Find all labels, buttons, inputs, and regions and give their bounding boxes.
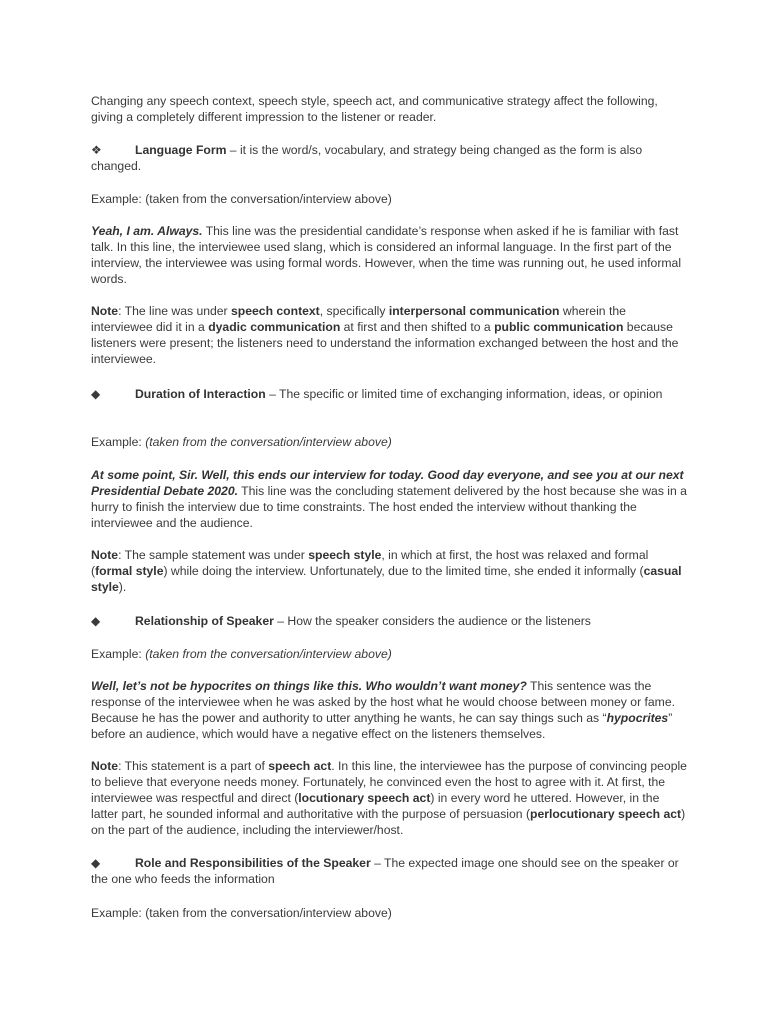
example-quote: Yeah, I am. Always. bbox=[91, 224, 203, 238]
section-title: Duration of Interaction bbox=[135, 387, 266, 401]
diamond-bullet-icon: ❖ bbox=[91, 143, 102, 157]
note-paragraph: Note: The line was under speech context, specifically interpersonal communication wherein the interviewee did it in a dyadic communication at first and then shifted to a public communication because listeners were present; the listeners need to understand the information exchanged between the host and the interviewee. bbox=[91, 304, 679, 366]
example-analysis: This line was the presidential candidate’s response when asked if he is familiar with fast talk. In this line, the interviewee used slang, which is considered an informal language. In the first part of the interview, the interviewee was using formal words. However, when the time was running out, he used informal words. bbox=[91, 224, 682, 286]
note-paragraph: Note: This statement is a part of speech act. In this line, the interviewee has the purpose of convincing people to believe that everyone needs money. Fortunately, he convinced even the host to agree with it. At first, the interviewee was respectful and direct (locutionary speech act) in every word he uttered. However, in the latter part, he sounded informal and authoritative with the purpose of persuasion (perlocutionary speech act) on the part of the audience, including the interviewer/host. bbox=[91, 759, 687, 837]
section-title: Relationship of Speaker bbox=[135, 614, 274, 628]
example-paragraph bbox=[91, 223, 687, 287]
example-analysis: This line was the concluding statement delivered by the host because she was in a hurry to finish the interview due to time constraints. The host ended the interview without thanking the interviewee and the audience. bbox=[91, 484, 687, 530]
section-definition: – it is the word/s, vocabulary, and strategy being changed as the form is also changed. bbox=[91, 143, 643, 173]
section-heading-language-form bbox=[91, 142, 687, 174]
emphasized-word: hypocrites bbox=[606, 711, 669, 725]
example-line: Example: (taken from the conversation/interview above) bbox=[91, 906, 392, 920]
section-title: Language Form bbox=[135, 143, 227, 157]
example-paragraph: Well, let’s not be hypocrites on things like this. Who wouldn’t want money? This sentence was the response of the interviewee when he was asked by the host what he would choose between money or fame. Because he has the power and authority to utter anything he wants, he can say things such as “hypocrites” before an audience, which would have a negative effect on the listeners themselves. bbox=[91, 679, 675, 741]
example-paragraph bbox=[91, 467, 687, 531]
intro-paragraph: Changing any speech context, speech style, speech act, and communicative strategy affect the following, giving a completely different impression to the listener or reader. bbox=[91, 94, 658, 124]
example-line: Example: (taken from the conversation/interview above) bbox=[91, 647, 392, 661]
note-paragraph: Note: The sample statement was under speech style, in which at first, the host was relaxed and formal (formal style) while doing the interview. Unfortunately, due to the limited time, she ended it informally (casual style). bbox=[91, 548, 682, 594]
section-heading-role-and-responsibilities bbox=[91, 855, 687, 887]
section-heading-duration-of-interaction bbox=[91, 386, 687, 402]
section-definition: – The expected image one should see on the speaker or the one who feeds the information bbox=[91, 856, 679, 886]
section-heading-relationship-of-speaker bbox=[91, 613, 687, 629]
diamond-bullet-icon: ◆ bbox=[91, 856, 101, 870]
section-definition: – The specific or limited time of exchanging information, ideas, or opinion bbox=[265, 387, 663, 401]
example-quote: At some point, Sir. Well, this ends our interview for today. Good day everyone, and see you at our next Presidential Debate 2020. bbox=[91, 468, 684, 498]
section-title: Role and Responsibilities of the Speaker bbox=[135, 856, 371, 870]
section-definition: – How the speaker considers the audience or the listeners bbox=[273, 614, 591, 628]
diamond-bullet-icon: ◆ bbox=[91, 387, 101, 401]
example-line: Example: (taken from the conversation/interview above) bbox=[91, 435, 392, 449]
diamond-bullet-icon: ◆ bbox=[91, 614, 101, 628]
example-quote: Well, let’s not be hypocrites on things like this. Who wouldn’t want money? bbox=[91, 679, 527, 693]
example-line: Example: (taken from the conversation/interview above) bbox=[91, 192, 392, 206]
